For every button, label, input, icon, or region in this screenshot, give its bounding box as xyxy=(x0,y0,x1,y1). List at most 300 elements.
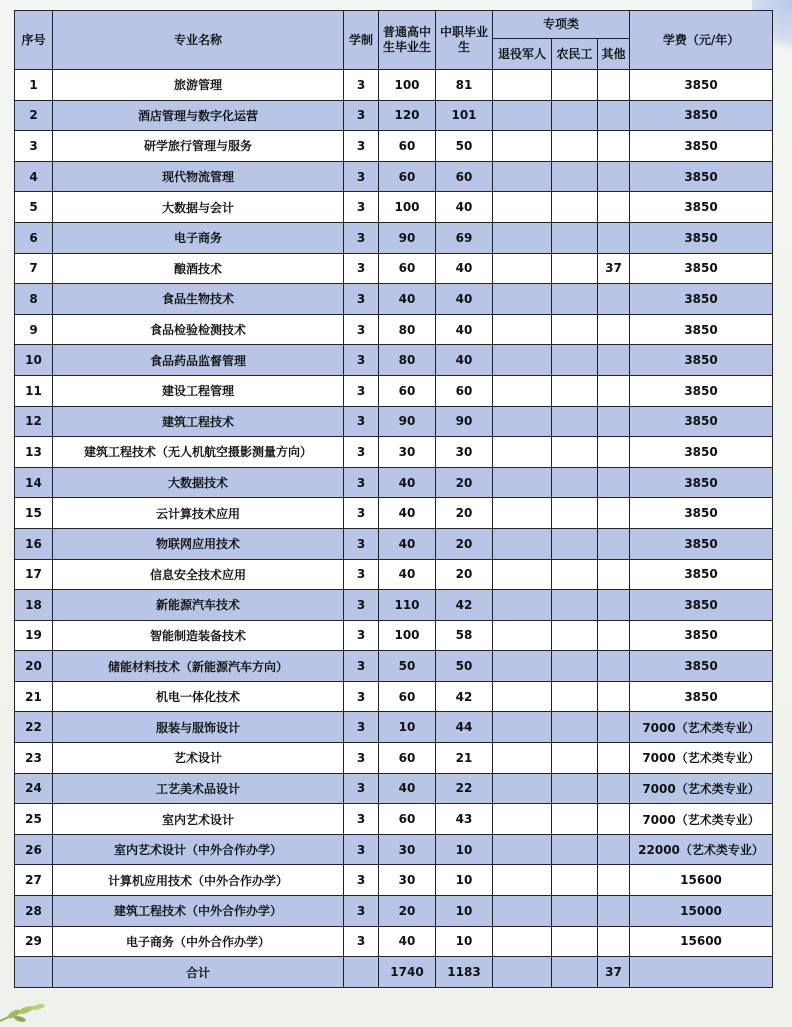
cell-tuition: 3850 xyxy=(630,70,773,101)
cell-seq: 20 xyxy=(15,651,53,682)
cell-seq: 13 xyxy=(15,437,53,468)
cell-duration: 3 xyxy=(344,345,379,376)
cell-seq: 7 xyxy=(15,253,53,284)
enrollment-plan-table xyxy=(14,10,773,988)
total-vocational: 1183 xyxy=(436,957,493,988)
cell-veterans xyxy=(493,498,552,529)
cell-migrant xyxy=(552,773,598,804)
cell-duration: 3 xyxy=(344,773,379,804)
cell-migrant xyxy=(552,743,598,774)
cell-other xyxy=(598,528,630,559)
cell-other xyxy=(598,559,630,590)
table-row xyxy=(15,620,773,651)
cell-seq: 8 xyxy=(15,284,53,315)
cell-veterans xyxy=(493,467,552,498)
cell-tuition: 3850 xyxy=(630,406,773,437)
cell-other xyxy=(598,620,630,651)
table-row xyxy=(15,498,773,529)
cell-tuition: 3850 xyxy=(630,345,773,376)
cell-veterans xyxy=(493,773,552,804)
cell-veterans xyxy=(493,437,552,468)
cell-other xyxy=(598,712,630,743)
total-migrant xyxy=(552,957,598,988)
cell-other xyxy=(598,834,630,865)
cell-vocational: 58 xyxy=(436,620,493,651)
cell-seq: 6 xyxy=(15,222,53,253)
cell-seq: 12 xyxy=(15,406,53,437)
cell-major: 艺术设计 xyxy=(53,743,344,774)
cell-vocational: 69 xyxy=(436,222,493,253)
cell-seq: 3 xyxy=(15,131,53,162)
total-general: 1740 xyxy=(379,957,436,988)
cell-migrant xyxy=(552,375,598,406)
cell-tuition: 3850 xyxy=(630,559,773,590)
cell-tuition: 3850 xyxy=(630,222,773,253)
cell-migrant xyxy=(552,834,598,865)
cell-migrant xyxy=(552,345,598,376)
cell-migrant xyxy=(552,437,598,468)
cell-veterans xyxy=(493,651,552,682)
cell-general: 10 xyxy=(379,712,436,743)
header-general-hs: 普通高中生毕业生 xyxy=(379,11,436,70)
cell-other: 37 xyxy=(598,253,630,284)
cell-tuition: 3850 xyxy=(630,314,773,345)
cell-major: 大数据技术 xyxy=(53,467,344,498)
cell-duration: 3 xyxy=(344,834,379,865)
cell-veterans xyxy=(493,345,552,376)
cell-other xyxy=(598,131,630,162)
cell-migrant xyxy=(552,712,598,743)
table-row xyxy=(15,590,773,621)
cell-general: 40 xyxy=(379,528,436,559)
cell-vocational: 60 xyxy=(436,375,493,406)
cell-tuition: 3850 xyxy=(630,528,773,559)
total-row xyxy=(15,957,773,988)
header-veterans: 退役军人 xyxy=(493,39,552,70)
cell-tuition: 15000 xyxy=(630,896,773,927)
cell-major: 酿酒技术 xyxy=(53,253,344,284)
cell-veterans xyxy=(493,559,552,590)
cell-veterans xyxy=(493,70,552,101)
cell-major: 室内艺术设计（中外合作办学） xyxy=(53,834,344,865)
table-row xyxy=(15,528,773,559)
cell-other xyxy=(598,926,630,957)
cell-veterans xyxy=(493,620,552,651)
cell-major: 建筑工程技术（无人机航空摄影测量方向） xyxy=(53,437,344,468)
cell-other xyxy=(598,70,630,101)
cell-general: 40 xyxy=(379,559,436,590)
cell-other xyxy=(598,743,630,774)
cell-other xyxy=(598,161,630,192)
cell-seq: 19 xyxy=(15,620,53,651)
cell-seq: 24 xyxy=(15,773,53,804)
table-row xyxy=(15,161,773,192)
cell-duration: 3 xyxy=(344,222,379,253)
cell-tuition: 7000（艺术类专业） xyxy=(630,743,773,774)
cell-major: 食品生物技术 xyxy=(53,284,344,315)
header-duration: 学制 xyxy=(344,11,379,70)
table-row xyxy=(15,559,773,590)
cell-general: 100 xyxy=(379,70,436,101)
cell-duration: 3 xyxy=(344,284,379,315)
leaf-decoration xyxy=(0,997,70,1027)
table-row xyxy=(15,222,773,253)
table-row xyxy=(15,70,773,101)
cell-veterans xyxy=(493,712,552,743)
cell-vocational: 10 xyxy=(436,834,493,865)
cell-duration: 3 xyxy=(344,804,379,835)
cell-seq: 14 xyxy=(15,467,53,498)
cell-veterans xyxy=(493,681,552,712)
cell-veterans xyxy=(493,834,552,865)
cell-tuition: 3850 xyxy=(630,620,773,651)
cell-duration: 3 xyxy=(344,406,379,437)
cell-major: 信息安全技术应用 xyxy=(53,559,344,590)
cell-major: 大数据与会计 xyxy=(53,192,344,223)
cell-duration: 3 xyxy=(344,131,379,162)
cell-vocational: 20 xyxy=(436,528,493,559)
table-row xyxy=(15,467,773,498)
cell-migrant xyxy=(552,100,598,131)
cell-general: 60 xyxy=(379,253,436,284)
cell-general: 40 xyxy=(379,773,436,804)
cell-duration: 3 xyxy=(344,590,379,621)
cell-seq: 2 xyxy=(15,100,53,131)
cell-migrant xyxy=(552,498,598,529)
cell-other xyxy=(598,467,630,498)
cell-general: 60 xyxy=(379,804,436,835)
cell-vocational: 60 xyxy=(436,161,493,192)
cell-general: 30 xyxy=(379,834,436,865)
table-row xyxy=(15,345,773,376)
total-other: 37 xyxy=(598,957,630,988)
cell-duration: 3 xyxy=(344,70,379,101)
cell-major: 计算机应用技术（中外合作办学） xyxy=(53,865,344,896)
cell-duration: 3 xyxy=(344,498,379,529)
cell-migrant xyxy=(552,865,598,896)
cell-major: 食品药品监督管理 xyxy=(53,345,344,376)
cell-migrant xyxy=(552,70,598,101)
cell-veterans xyxy=(493,314,552,345)
cell-seq: 29 xyxy=(15,926,53,957)
cell-seq: 17 xyxy=(15,559,53,590)
cell-duration: 3 xyxy=(344,314,379,345)
cell-vocational: 10 xyxy=(436,896,493,927)
cell-duration: 3 xyxy=(344,865,379,896)
cell-major: 服装与服饰设计 xyxy=(53,712,344,743)
table-row xyxy=(15,865,773,896)
cell-major: 智能制造装备技术 xyxy=(53,620,344,651)
cell-seq: 23 xyxy=(15,743,53,774)
cell-veterans xyxy=(493,100,552,131)
cell-other xyxy=(598,222,630,253)
cell-veterans xyxy=(493,131,552,162)
cell-tuition: 22000（艺术类专业） xyxy=(630,834,773,865)
cell-vocational: 30 xyxy=(436,437,493,468)
cell-tuition: 15600 xyxy=(630,865,773,896)
cell-seq: 28 xyxy=(15,896,53,927)
cell-duration: 3 xyxy=(344,896,379,927)
cell-duration: 3 xyxy=(344,926,379,957)
cell-vocational: 81 xyxy=(436,70,493,101)
table-row xyxy=(15,681,773,712)
cell-duration: 3 xyxy=(344,528,379,559)
cell-general: 40 xyxy=(379,284,436,315)
header-special: 专项类 xyxy=(493,11,630,39)
cell-seq: 1 xyxy=(15,70,53,101)
cell-veterans xyxy=(493,528,552,559)
cell-major: 物联网应用技术 xyxy=(53,528,344,559)
cell-veterans xyxy=(493,865,552,896)
cell-tuition: 3850 xyxy=(630,284,773,315)
cell-general: 40 xyxy=(379,926,436,957)
cell-veterans xyxy=(493,375,552,406)
table-row xyxy=(15,131,773,162)
cell-tuition: 15600 xyxy=(630,926,773,957)
cell-duration: 3 xyxy=(344,161,379,192)
cell-other xyxy=(598,804,630,835)
cell-duration: 3 xyxy=(344,253,379,284)
table-row xyxy=(15,284,773,315)
cell-other xyxy=(598,896,630,927)
cell-duration: 3 xyxy=(344,620,379,651)
cell-migrant xyxy=(552,620,598,651)
cell-duration: 3 xyxy=(344,712,379,743)
cell-seq: 4 xyxy=(15,161,53,192)
cell-other xyxy=(598,590,630,621)
cell-other xyxy=(598,314,630,345)
cell-other xyxy=(598,865,630,896)
cell-migrant xyxy=(552,804,598,835)
cell-general: 80 xyxy=(379,345,436,376)
cell-tuition: 7000（艺术类专业） xyxy=(630,804,773,835)
table-header xyxy=(15,11,773,70)
cell-tuition: 3850 xyxy=(630,100,773,131)
cell-migrant xyxy=(552,896,598,927)
cell-seq: 25 xyxy=(15,804,53,835)
cell-vocational: 21 xyxy=(436,743,493,774)
table-row xyxy=(15,834,773,865)
cell-tuition: 7000（艺术类专业） xyxy=(630,712,773,743)
cell-other xyxy=(598,437,630,468)
cell-tuition: 3850 xyxy=(630,192,773,223)
cell-vocational: 50 xyxy=(436,651,493,682)
header-other: 其他 xyxy=(598,39,630,70)
table-row xyxy=(15,253,773,284)
cell-major: 酒店管理与数字化运营 xyxy=(53,100,344,131)
cell-general: 90 xyxy=(379,406,436,437)
cell-seq: 10 xyxy=(15,345,53,376)
cell-major: 建筑工程技术（中外合作办学） xyxy=(53,896,344,927)
total-veterans xyxy=(493,957,552,988)
cell-migrant xyxy=(552,467,598,498)
cell-tuition: 3850 xyxy=(630,161,773,192)
cell-general: 60 xyxy=(379,743,436,774)
cell-general: 80 xyxy=(379,314,436,345)
header-seq: 序号 xyxy=(15,11,53,70)
cell-veterans xyxy=(493,192,552,223)
cell-major: 电子商务（中外合作办学） xyxy=(53,926,344,957)
cell-major: 电子商务 xyxy=(53,222,344,253)
cell-migrant xyxy=(552,651,598,682)
cell-major: 食品检验检测技术 xyxy=(53,314,344,345)
cell-migrant xyxy=(552,253,598,284)
cell-tuition: 3850 xyxy=(630,375,773,406)
cell-migrant xyxy=(552,681,598,712)
cell-general: 60 xyxy=(379,375,436,406)
cell-seq: 9 xyxy=(15,314,53,345)
cell-veterans xyxy=(493,743,552,774)
cell-general: 40 xyxy=(379,498,436,529)
cell-veterans xyxy=(493,222,552,253)
total-duration xyxy=(344,957,379,988)
cell-other xyxy=(598,345,630,376)
cell-tuition: 3850 xyxy=(630,253,773,284)
cell-duration: 3 xyxy=(344,559,379,590)
cell-veterans xyxy=(493,284,552,315)
cell-major: 工艺美术品设计 xyxy=(53,773,344,804)
cell-major: 旅游管理 xyxy=(53,70,344,101)
cell-migrant xyxy=(552,284,598,315)
cell-major: 现代物流管理 xyxy=(53,161,344,192)
cell-other xyxy=(598,100,630,131)
cell-duration: 3 xyxy=(344,681,379,712)
cell-migrant xyxy=(552,559,598,590)
header-tuition: 学费（元/年） xyxy=(630,11,773,70)
header-vocational: 中职毕业生 xyxy=(436,11,493,70)
cell-vocational: 40 xyxy=(436,192,493,223)
cell-duration: 3 xyxy=(344,743,379,774)
cell-tuition: 3850 xyxy=(630,131,773,162)
cell-vocational: 20 xyxy=(436,559,493,590)
cell-other xyxy=(598,651,630,682)
cell-tuition: 3850 xyxy=(630,651,773,682)
cell-seq: 18 xyxy=(15,590,53,621)
cell-vocational: 22 xyxy=(436,773,493,804)
cell-migrant xyxy=(552,406,598,437)
cell-other xyxy=(598,773,630,804)
cell-other xyxy=(598,284,630,315)
table-row xyxy=(15,773,773,804)
cell-general: 20 xyxy=(379,896,436,927)
cell-vocational: 90 xyxy=(436,406,493,437)
table-row xyxy=(15,651,773,682)
cell-major: 储能材料技术（新能源汽车方向） xyxy=(53,651,344,682)
cell-migrant xyxy=(552,314,598,345)
table-row xyxy=(15,926,773,957)
cell-vocational: 40 xyxy=(436,345,493,376)
cell-vocational: 44 xyxy=(436,712,493,743)
cell-general: 50 xyxy=(379,651,436,682)
cell-vocational: 40 xyxy=(436,284,493,315)
cell-vocational: 20 xyxy=(436,498,493,529)
cell-general: 120 xyxy=(379,100,436,131)
cell-vocational: 40 xyxy=(436,314,493,345)
cell-veterans xyxy=(493,590,552,621)
cell-general: 100 xyxy=(379,620,436,651)
header-migrant: 农民工 xyxy=(552,39,598,70)
cell-duration: 3 xyxy=(344,437,379,468)
cell-migrant xyxy=(552,192,598,223)
cell-vocational: 10 xyxy=(436,865,493,896)
cell-general: 30 xyxy=(379,437,436,468)
cell-veterans xyxy=(493,926,552,957)
cell-tuition: 3850 xyxy=(630,681,773,712)
cell-major: 研学旅行管理与服务 xyxy=(53,131,344,162)
cell-general: 40 xyxy=(379,467,436,498)
cell-general: 60 xyxy=(379,131,436,162)
cell-other xyxy=(598,681,630,712)
cell-migrant xyxy=(552,926,598,957)
cell-duration: 3 xyxy=(344,651,379,682)
total-seq xyxy=(15,957,53,988)
total-tuition xyxy=(630,957,773,988)
cell-vocational: 43 xyxy=(436,804,493,835)
cell-general: 60 xyxy=(379,681,436,712)
cell-migrant xyxy=(552,222,598,253)
header-major: 专业名称 xyxy=(53,11,344,70)
table-row xyxy=(15,314,773,345)
cell-duration: 3 xyxy=(344,467,379,498)
cell-vocational: 10 xyxy=(436,926,493,957)
table-body xyxy=(15,70,773,988)
cell-migrant xyxy=(552,528,598,559)
cell-seq: 27 xyxy=(15,865,53,896)
table-row xyxy=(15,804,773,835)
table-row xyxy=(15,375,773,406)
cell-seq: 11 xyxy=(15,375,53,406)
cell-vocational: 42 xyxy=(436,590,493,621)
cell-seq: 16 xyxy=(15,528,53,559)
cell-vocational: 20 xyxy=(436,467,493,498)
cell-major: 建筑工程技术 xyxy=(53,406,344,437)
cell-major: 云计算技术应用 xyxy=(53,498,344,529)
cell-seq: 26 xyxy=(15,834,53,865)
cell-veterans xyxy=(493,161,552,192)
cell-seq: 5 xyxy=(15,192,53,223)
cell-major: 建设工程管理 xyxy=(53,375,344,406)
cell-seq: 22 xyxy=(15,712,53,743)
cell-tuition: 3850 xyxy=(630,498,773,529)
cell-tuition: 3850 xyxy=(630,467,773,498)
total-label: 合计 xyxy=(53,957,344,988)
cell-migrant xyxy=(552,161,598,192)
table-row xyxy=(15,896,773,927)
table-row xyxy=(15,406,773,437)
cell-general: 30 xyxy=(379,865,436,896)
table-row xyxy=(15,743,773,774)
table-row xyxy=(15,712,773,743)
cell-other xyxy=(598,498,630,529)
cell-migrant xyxy=(552,131,598,162)
cell-vocational: 50 xyxy=(436,131,493,162)
cell-veterans xyxy=(493,804,552,835)
cell-duration: 3 xyxy=(344,375,379,406)
cell-general: 100 xyxy=(379,192,436,223)
table-row xyxy=(15,192,773,223)
cell-other xyxy=(598,375,630,406)
cell-vocational: 101 xyxy=(436,100,493,131)
cell-veterans xyxy=(493,253,552,284)
cell-tuition: 3850 xyxy=(630,590,773,621)
cell-other xyxy=(598,192,630,223)
cell-veterans xyxy=(493,406,552,437)
cell-other xyxy=(598,406,630,437)
cell-seq: 21 xyxy=(15,681,53,712)
cell-vocational: 40 xyxy=(436,253,493,284)
cell-major: 机电一体化技术 xyxy=(53,681,344,712)
cell-major: 室内艺术设计 xyxy=(53,804,344,835)
